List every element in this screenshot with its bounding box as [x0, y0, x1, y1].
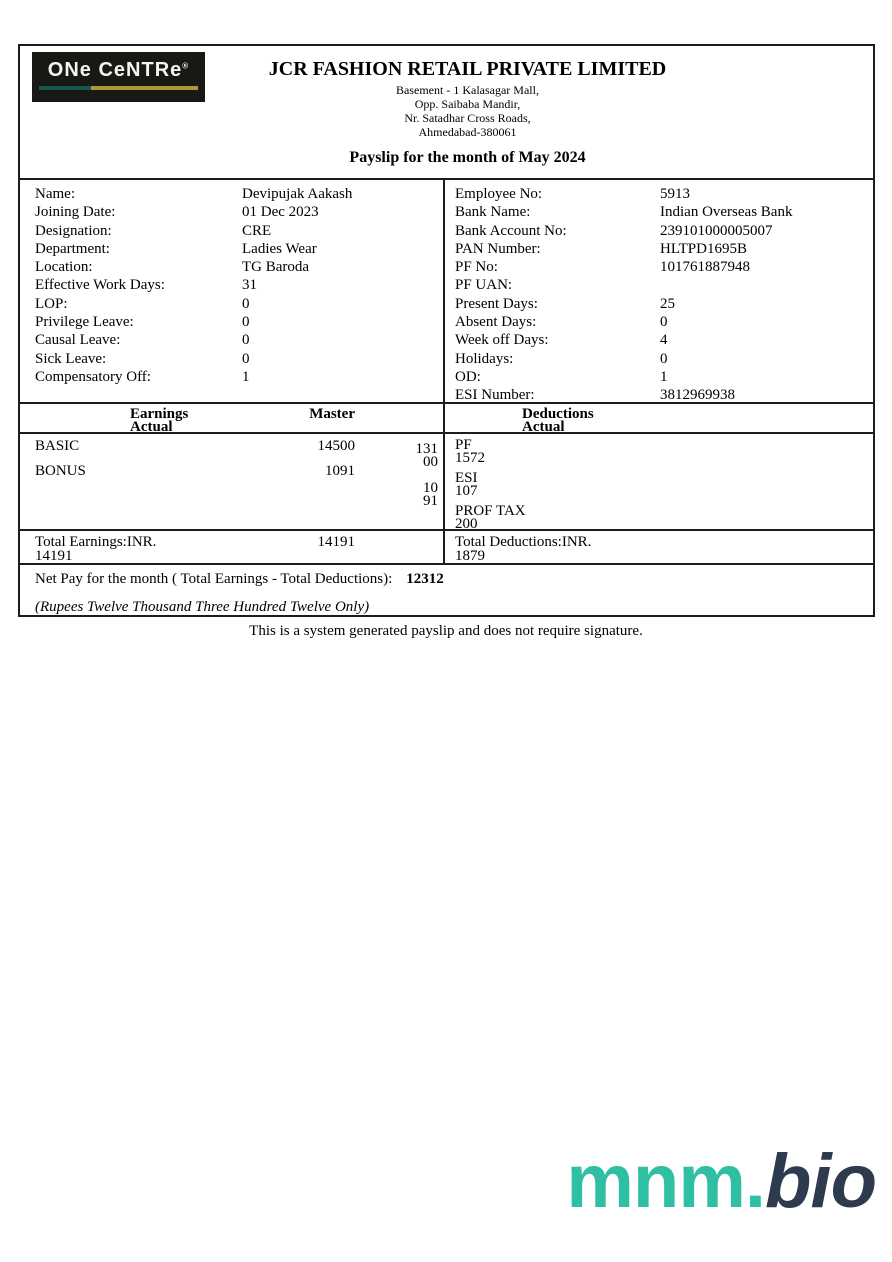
employee-details-section	[20, 180, 873, 404]
earnings-item-master: 1091	[325, 463, 355, 479]
field-value: 239101000005007	[660, 222, 773, 239]
field-label: OD:	[455, 368, 481, 385]
earnings-names-column	[20, 434, 270, 529]
company-address	[41, 83, 892, 139]
field-label: PF No:	[455, 259, 498, 276]
field-value: 3812969938	[660, 387, 735, 404]
field-label: Present Days:	[455, 295, 538, 312]
detail-row	[35, 203, 443, 221]
field-label: Designation:	[35, 222, 112, 239]
earnings-item-actual: 131 00	[415, 441, 438, 470]
detail-row	[35, 240, 443, 258]
table-body-row	[20, 434, 873, 529]
detail-row	[455, 331, 873, 349]
earnings-item-master: 14500	[317, 438, 355, 454]
field-label: Employee No:	[455, 186, 543, 202]
netpay-value: 12312	[406, 571, 444, 587]
earnings-actual-column	[355, 434, 443, 529]
totals-row	[20, 529, 873, 565]
payslip-title: Payslip for the month of May 2024	[349, 149, 586, 166]
detail-row	[35, 185, 443, 203]
detail-row	[455, 258, 873, 276]
logo-brand-name: ONe CeNTRe	[47, 59, 183, 81]
field-label: Joining Date:	[35, 204, 116, 221]
company-name: JCR FASHION RETAIL PRIVATE LIMITED	[268, 58, 667, 80]
earnings-item-name: BASIC	[35, 438, 80, 454]
field-value: 0	[242, 350, 250, 367]
field-value: Devipujak Aakash	[242, 186, 353, 202]
table-header-row	[20, 404, 873, 434]
deduction-item	[455, 472, 873, 498]
field-value	[660, 276, 873, 294]
detail-row	[35, 295, 443, 313]
deduction-amount: 200	[455, 516, 478, 529]
field-value: TG Baroda	[242, 259, 310, 276]
address-line: Basement - 1 Kalasagar Mall,	[396, 83, 539, 97]
detail-row	[35, 331, 443, 349]
total-deductions-cell	[443, 531, 873, 563]
field-label: PF UAN:	[455, 277, 513, 294]
field-label: LOP:	[35, 295, 68, 312]
field-label: Bank Account No:	[455, 222, 567, 239]
earnings-header-line1: Earnings	[130, 406, 189, 422]
detail-row	[35, 350, 443, 368]
field-value: HLTPD1695B	[660, 240, 747, 257]
field-value: 0	[660, 350, 668, 367]
field-value: 1	[242, 368, 250, 385]
field-label: PAN Number:	[455, 240, 541, 257]
field-value: 01 Dec 2023	[242, 204, 319, 221]
field-value: 25	[660, 295, 675, 312]
total-earnings-label: Total Earnings:INR.	[35, 534, 157, 550]
deduction-name: PF	[455, 437, 472, 453]
employee-details-right	[443, 180, 873, 402]
deductions-body	[443, 434, 873, 529]
field-label: Bank Name:	[455, 204, 531, 221]
total-deductions-amount: 1879	[455, 548, 485, 564]
field-label: Privilege Leave:	[35, 314, 134, 331]
deduction-name: ESI	[455, 470, 478, 486]
total-earnings-amount: 14191	[35, 548, 73, 564]
field-value: Ladies Wear	[242, 240, 317, 257]
detail-row	[455, 222, 873, 240]
detail-row	[455, 240, 873, 258]
field-value: 1	[660, 368, 668, 385]
registered-trademark-icon: ®	[182, 61, 190, 71]
watermark-bio: bio	[765, 1139, 876, 1224]
detail-row	[455, 185, 873, 203]
detail-row	[35, 276, 443, 294]
field-label: Causal Leave:	[35, 332, 121, 349]
deduction-item	[455, 505, 873, 529]
field-label: Effective Work Days:	[35, 277, 165, 294]
field-value: 101761887948	[660, 259, 750, 276]
field-value: 0	[242, 295, 250, 312]
payslip-document	[18, 44, 875, 617]
detail-row	[35, 258, 443, 276]
detail-row	[455, 368, 873, 386]
earnings-item-actual: 10 91	[423, 480, 438, 509]
deductions-header-cell	[443, 404, 873, 435]
detail-row	[455, 350, 873, 368]
mnm-bio-logo	[566, 1139, 876, 1224]
earnings-master-column	[270, 434, 355, 529]
earnings-body	[20, 434, 443, 529]
field-label: Holidays:	[455, 350, 514, 367]
deduction-amount: 1572	[455, 450, 485, 466]
field-value: 0	[242, 332, 250, 349]
field-label: Week off Days:	[455, 332, 549, 349]
field-label: Absent Days:	[455, 314, 537, 331]
detail-row	[455, 386, 873, 404]
field-value: 31	[242, 277, 257, 294]
address-line: Opp. Saibaba Mandir,	[414, 97, 521, 111]
payslip-header-section	[20, 46, 873, 180]
detail-row	[455, 313, 873, 331]
total-earnings-cell	[20, 531, 443, 563]
total-deductions-label: Total Deductions:INR.	[455, 534, 592, 550]
master-header: Master	[309, 406, 355, 422]
field-value: CRE	[242, 222, 272, 239]
total-earnings-block	[20, 535, 270, 563]
netpay-in-words: (Rupees Twelve Thousand Three Hundred Twelve Only)	[35, 599, 370, 615]
netpay-section	[20, 565, 873, 615]
earnings-item-name: BONUS	[35, 463, 86, 479]
field-label: Sick Leave:	[35, 350, 107, 367]
earnings-header-line2: Actual	[130, 419, 173, 435]
field-label: Compensatory Off:	[35, 368, 151, 385]
netpay-label: Net Pay for the month ( Total Earnings - Total Deductions):	[35, 571, 393, 587]
field-label: Name:	[35, 186, 75, 202]
detail-row	[455, 203, 873, 221]
detail-row	[35, 222, 443, 240]
field-value: Indian Overseas Bank	[660, 204, 793, 221]
address-line: Nr. Satadhar Cross Roads,	[404, 111, 531, 125]
field-value: 0	[660, 314, 668, 331]
field-label: ESI Number:	[455, 387, 535, 404]
field-value: 5913	[660, 186, 690, 202]
deductions-header-line2: Actual	[522, 419, 565, 435]
address-line: Ahmedabad-380061	[418, 125, 517, 139]
header-text-block	[41, 46, 892, 167]
field-value: 4	[660, 332, 668, 349]
field-label: Location:	[35, 259, 93, 276]
detail-row	[455, 276, 873, 294]
deduction-amount: 107	[455, 483, 478, 499]
field-label: Department:	[35, 240, 110, 257]
detail-row	[35, 313, 443, 331]
deductions-header-line1: Deductions	[522, 406, 594, 422]
footer-note: This is a system generated payslip and does not require signature.	[249, 623, 643, 639]
detail-row	[35, 368, 443, 386]
watermark-mnm: mnm.	[566, 1139, 766, 1224]
deduction-name: PROF TAX	[455, 503, 526, 519]
total-earnings-master: 14191	[317, 534, 355, 550]
deduction-item	[455, 439, 873, 465]
field-value: 0	[242, 314, 250, 331]
employee-details-left	[20, 180, 443, 402]
netpay-line	[35, 572, 873, 587]
earnings-header-cell	[20, 404, 443, 435]
detail-row	[455, 295, 873, 313]
